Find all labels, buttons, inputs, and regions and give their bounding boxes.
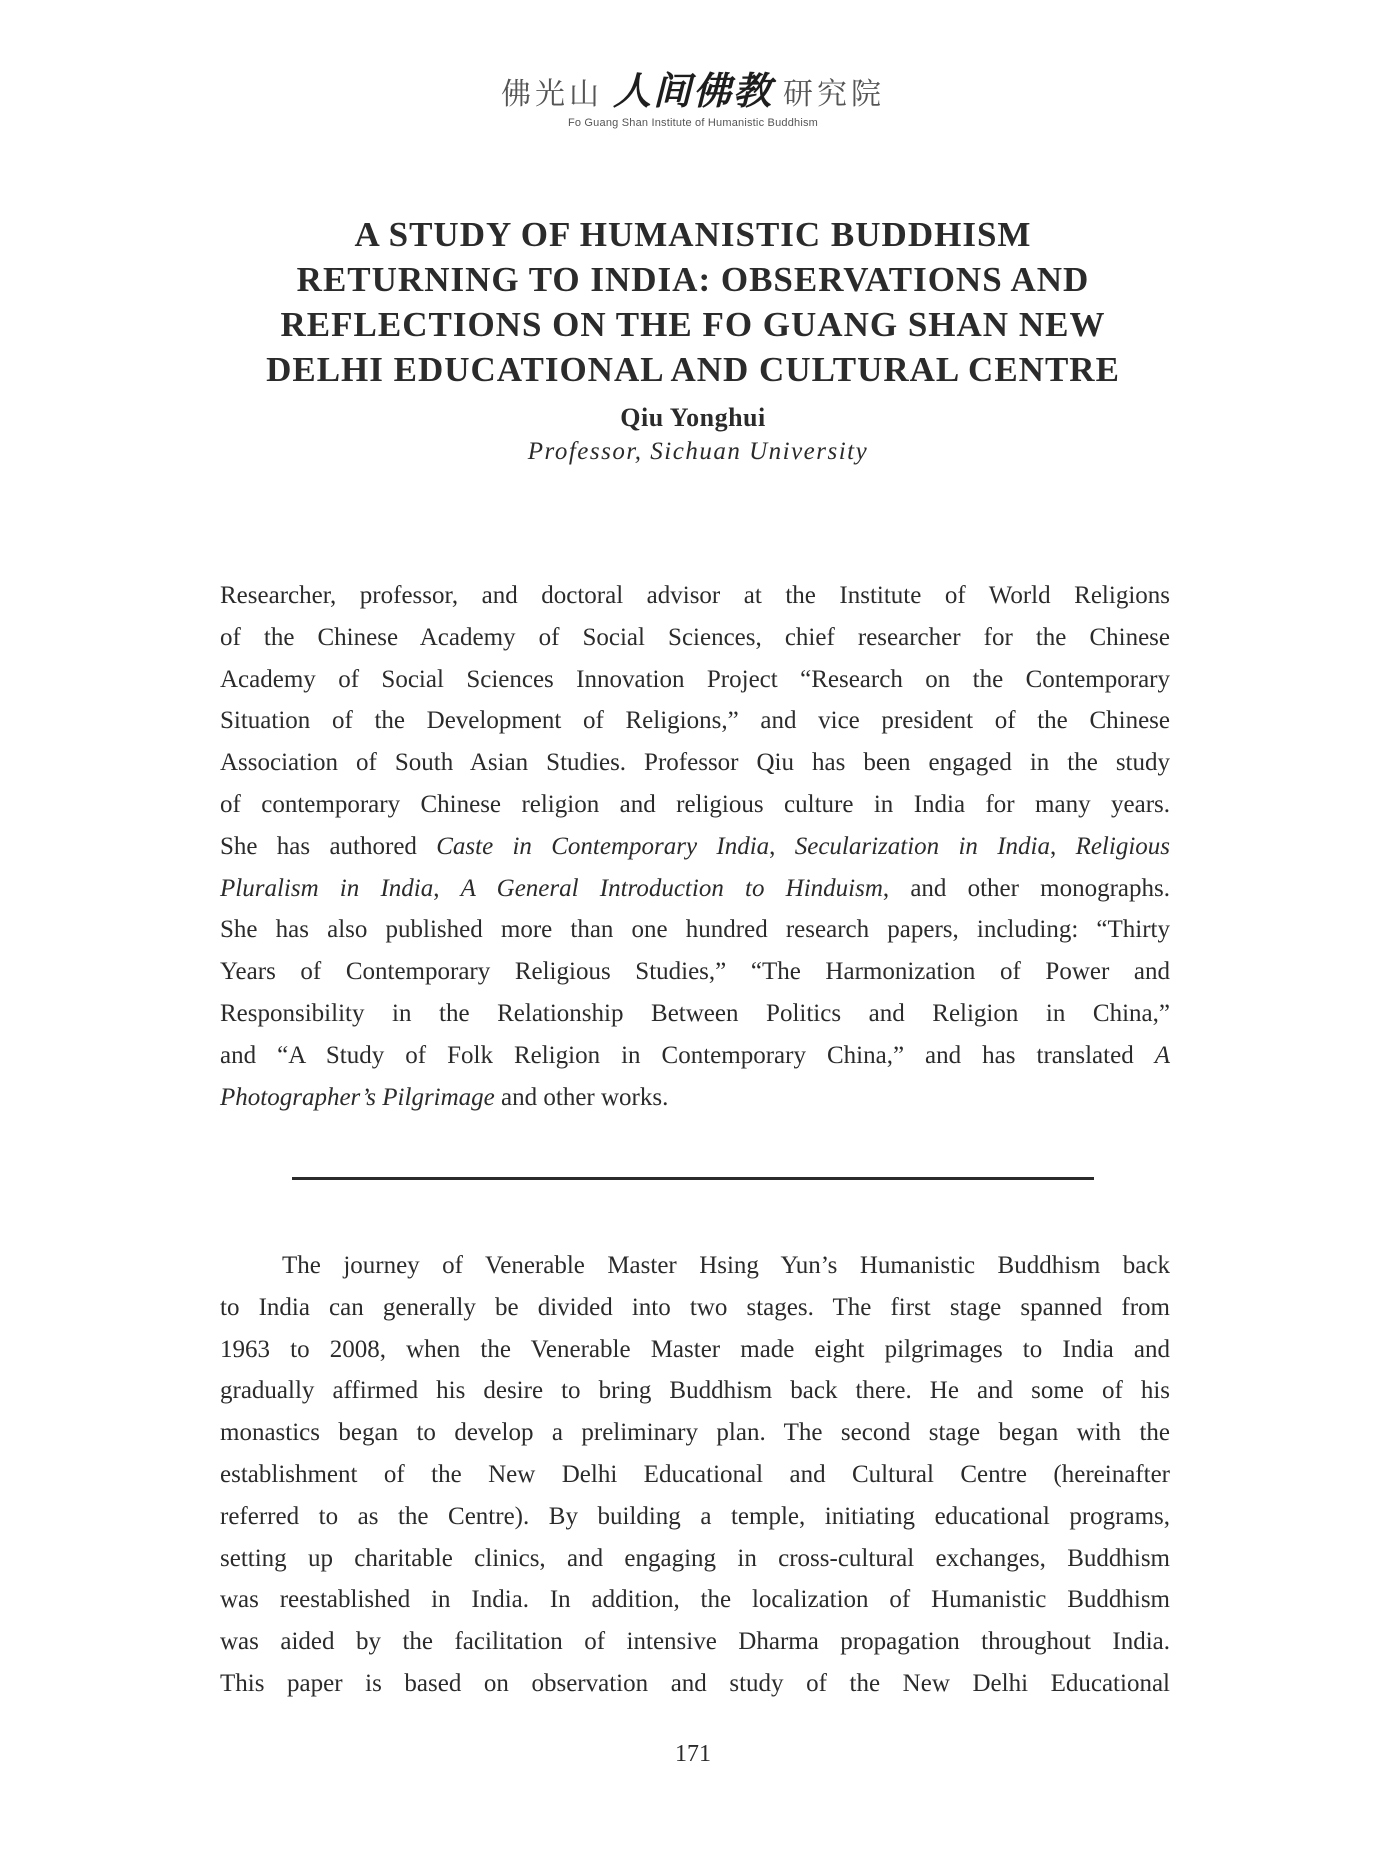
title-line: A STUDY OF HUMANISTIC BUDDHISM bbox=[354, 215, 1032, 254]
body-line: to India can generally be divided into two stages. The first stage spanned from bbox=[220, 1293, 1170, 1321]
page-number: 171 bbox=[675, 1741, 711, 1767]
book-title: Pluralism in India bbox=[220, 874, 434, 902]
body-line: establishment of the New Delhi Educational and Cultural Centre (hereinafter bbox=[220, 1460, 1170, 1488]
bio-text: , bbox=[433, 874, 461, 902]
book-title: Caste in Contemporary India bbox=[436, 832, 770, 860]
bio-text: and “A Study of Folk Religion in Contemporary China,” and has translated bbox=[220, 1041, 1155, 1069]
title-line: RETURNING TO INDIA: OBSERVATIONS AND bbox=[296, 260, 1090, 299]
bio-line bbox=[220, 1035, 1170, 1077]
body-line: 1963 to 2008, when the Venerable Master made eight pilgrimages to India and bbox=[220, 1335, 1170, 1363]
body-line: The journey of Venerable Master Hsing Yun’s Humanistic Buddhism back bbox=[282, 1252, 1170, 1279]
bio-line bbox=[220, 826, 1170, 868]
body-paragraph bbox=[220, 1245, 1170, 1705]
book-title: A bbox=[1154, 1041, 1170, 1069]
book-title: Religious bbox=[1075, 832, 1170, 860]
bio-line bbox=[220, 1077, 1170, 1119]
title-line: DELHI EDUCATIONAL AND CULTURAL CENTRE bbox=[266, 350, 1120, 389]
book-title: A General Introduction to Hinduism bbox=[460, 874, 883, 902]
author-bio bbox=[220, 575, 1170, 1118]
title-line: REFLECTIONS ON THE FO GUANG SHAN NEW bbox=[280, 305, 1106, 344]
section-divider bbox=[292, 1177, 1094, 1180]
bio-text: , and other monographs. bbox=[882, 874, 1171, 902]
bio-line: Researcher, professor, and doctoral advisor at the Institute of World Religions bbox=[220, 582, 1170, 609]
book-title: Secularization in India bbox=[794, 832, 1050, 860]
body-line: monastics began to develop a preliminary plan. The second stage began with the bbox=[220, 1419, 1170, 1447]
header-left-cn: 佛光山 bbox=[500, 77, 603, 112]
bio-text: , bbox=[1050, 832, 1076, 860]
header-logo-cn: 人间佛教 bbox=[612, 68, 773, 113]
bio-line: Association of South Asian Studies. Professor Qiu has been engaged in the study bbox=[220, 749, 1170, 777]
author-affiliation: Professor, Sichuan University bbox=[527, 438, 869, 465]
bio-line: Responsibility in the Relationship Between Politics and Religion in China,” bbox=[220, 999, 1170, 1027]
author-block bbox=[0, 401, 1386, 469]
body-line: setting up charitable clinics, and engaging in cross-cultural exchanges, Buddhism bbox=[220, 1544, 1170, 1572]
bio-line bbox=[220, 868, 1170, 910]
header-right-cn: 研究院 bbox=[783, 77, 885, 112]
body-line: was aided by the facilitation of intensive Dharma propagation throughout India. bbox=[220, 1628, 1170, 1656]
body-line: gradually affirmed his desire to bring Buddhism back there. He and some of his bbox=[220, 1377, 1170, 1405]
book-title: Photographer’s Pilgrimage bbox=[220, 1083, 495, 1111]
header-en-subtitle: Fo Guang Shan Institute of Humanistic Buddhism bbox=[567, 117, 819, 129]
bio-text: She has authored bbox=[220, 832, 437, 860]
paper-title bbox=[150, 212, 1236, 392]
bio-line: of the Chinese Academy of Social Sciences, chief researcher for the Chinese bbox=[220, 623, 1170, 651]
bio-text: , bbox=[769, 832, 795, 860]
bio-text: and other works. bbox=[494, 1083, 669, 1111]
bio-line: Situation of the Development of Religions,” and vice president of the Chinese bbox=[220, 707, 1170, 735]
body-line: This paper is based on observation and study of the New Delhi Educational bbox=[220, 1669, 1170, 1697]
body-line: referred to as the Centre). By building a temple, initiating educational programs, bbox=[220, 1502, 1170, 1530]
bio-line: of contemporary Chinese religion and religious culture in India for many years. bbox=[220, 790, 1170, 818]
author-name: Qiu Yonghui bbox=[620, 403, 766, 432]
body-line: was reestablished in India. In addition, the localization of Humanistic Buddhism bbox=[220, 1586, 1170, 1614]
bio-line: Academy of Social Sciences Innovation Project “Research on the Contemporary bbox=[220, 665, 1170, 693]
institute-logo bbox=[501, 60, 885, 115]
bio-line: Years of Contemporary Religious Studies,” “The Harmonization of Power and bbox=[220, 958, 1170, 986]
bio-line: She has also published more than one hundred research papers, including: “Thirty bbox=[220, 916, 1170, 944]
institute-header bbox=[0, 60, 1386, 129]
